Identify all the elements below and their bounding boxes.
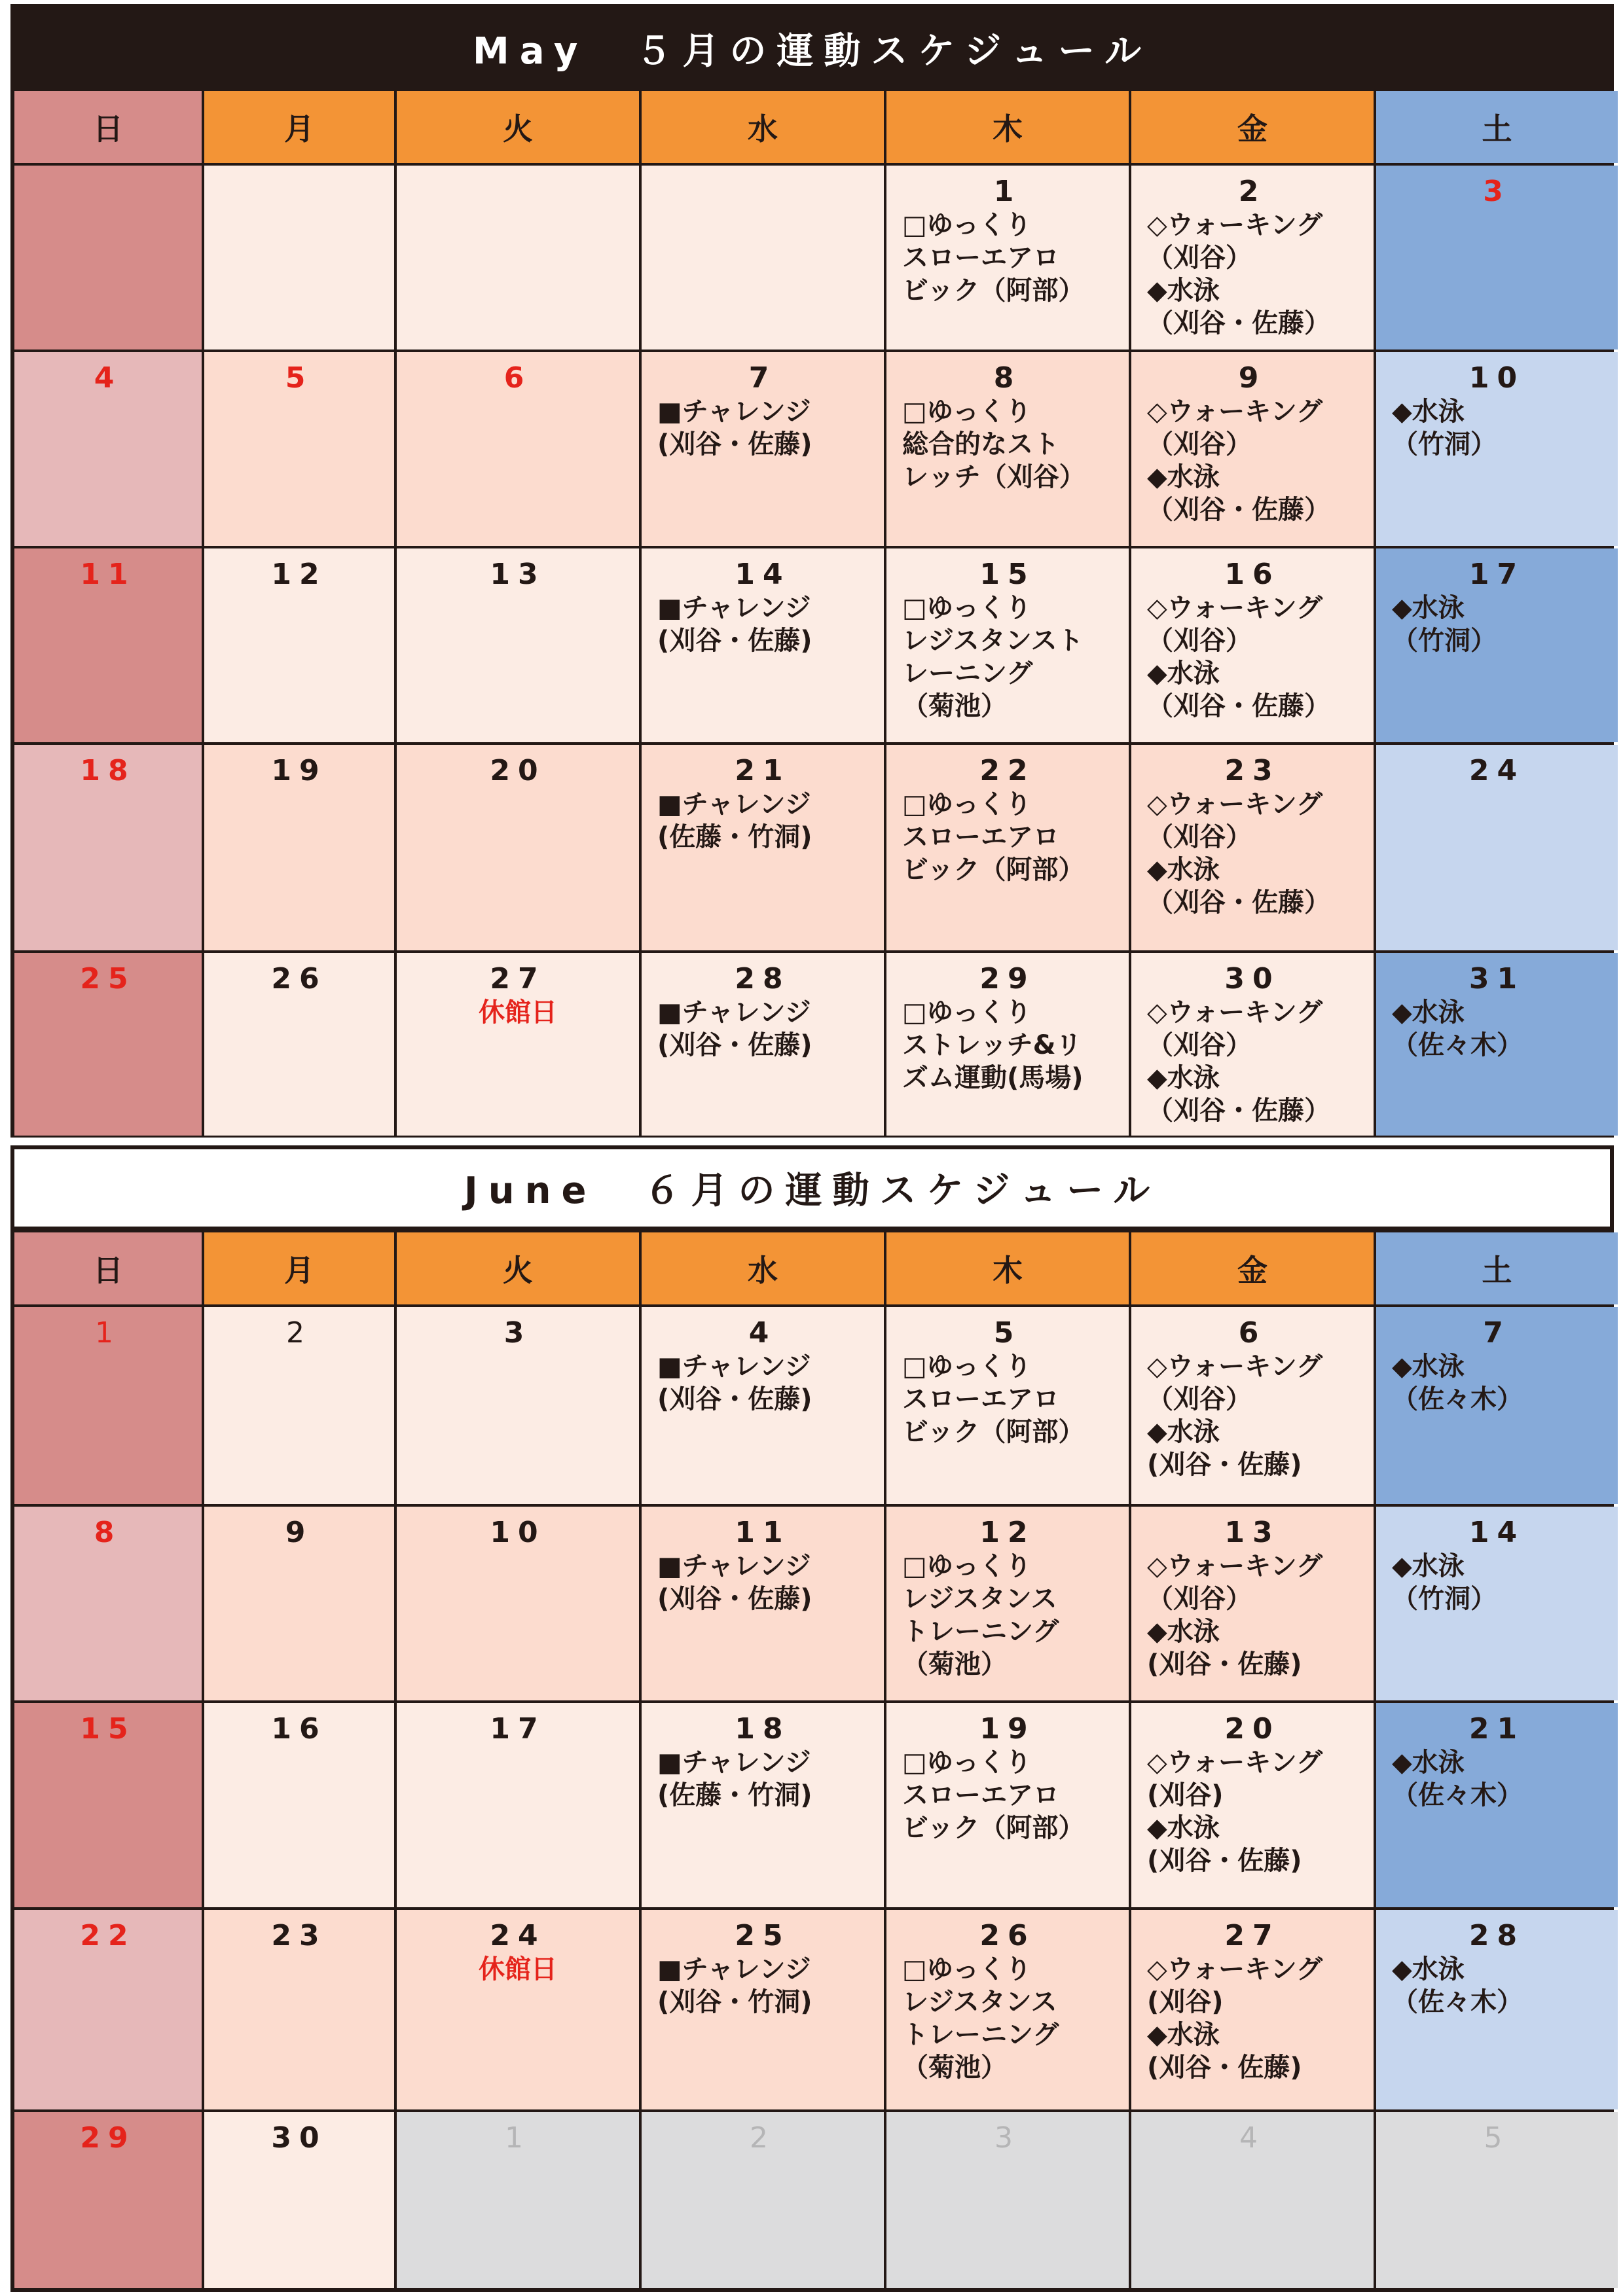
day-cell <box>1376 1507 1618 1700</box>
event-line: (佐藤・竹洞) <box>657 1780 812 1810</box>
weekday-header: 水 <box>642 91 884 163</box>
event-line: ビック（阿部） <box>902 1417 1085 1447</box>
weekday-header: 月 <box>204 1232 394 1304</box>
event-line: ビック（阿部） <box>902 276 1085 306</box>
day-cell <box>1376 1703 1618 1907</box>
day-cell <box>1131 548 1374 742</box>
event-line: □ゆっくり <box>902 997 1032 1028</box>
event-line: ◆水泳 <box>1147 658 1220 689</box>
day-number: 22 <box>979 754 1036 787</box>
weekday-header: 日 <box>14 1232 202 1304</box>
event-line: (刈谷・佐藤) <box>1147 1450 1302 1480</box>
day-number: 1 <box>95 1316 121 1350</box>
event-line: ◆水泳 <box>1392 997 1465 1028</box>
day-number: 26 <box>979 1919 1036 1952</box>
day-cell <box>1131 745 1374 950</box>
day-cell <box>204 2112 394 2288</box>
day-number: 23 <box>1224 754 1281 787</box>
event-line: (刈谷・佐藤) <box>657 1030 812 1060</box>
event-line: （刈谷） <box>1147 822 1252 852</box>
day-number: 6 <box>503 361 532 395</box>
weekday-header: 火 <box>397 91 639 163</box>
day-cell <box>1131 352 1374 546</box>
day-cell <box>886 745 1129 950</box>
event-line: ◆水泳 <box>1392 1954 1465 1984</box>
day-cell <box>14 1507 202 1700</box>
event-line: (刈谷) <box>1147 1987 1224 2017</box>
day-number: 4 <box>94 361 122 395</box>
event-line: ■チャレンジ <box>657 789 811 819</box>
day-cell <box>642 1703 884 1907</box>
event-line: (刈谷・佐藤) <box>1147 1846 1302 1876</box>
day-cell <box>886 548 1129 742</box>
day-cell <box>1376 1307 1618 1504</box>
day-number: 3 <box>994 2121 1021 2155</box>
may-grid <box>14 88 1610 1134</box>
day-number: 9 <box>285 1516 314 1549</box>
day-cell <box>886 953 1129 1136</box>
event-line: （刈谷・佐藤） <box>1147 691 1330 721</box>
event-line: □ゆっくり <box>902 1551 1032 1581</box>
event-line: （竹洞） <box>1392 1584 1497 1614</box>
event-line: （刈谷・佐藤） <box>1147 308 1330 338</box>
event-line: （刈谷） <box>1147 1030 1252 1060</box>
june-title: June ６月の運動スケジュール <box>14 1149 1610 1230</box>
day-cell <box>14 2112 202 2288</box>
day-cell <box>886 1307 1129 1504</box>
day-number: 28 <box>1468 1919 1525 1952</box>
day-number: 25 <box>735 1919 791 1952</box>
day-cell <box>886 1910 1129 2109</box>
event-line: （刈谷） <box>1147 243 1252 273</box>
day-cell <box>1376 352 1618 546</box>
day-cell <box>14 1910 202 2109</box>
day-cell <box>397 1507 639 1700</box>
day-cell <box>204 352 394 546</box>
event-line: ◆水泳 <box>1392 593 1465 623</box>
event-line: □ゆっくり <box>902 210 1032 240</box>
day-cell <box>204 953 394 1136</box>
event-line: ビック（阿部） <box>902 855 1085 885</box>
event-line: ◆水泳 <box>1147 855 1220 885</box>
day-number: 8 <box>94 1516 122 1549</box>
day-number: 10 <box>490 1516 546 1549</box>
day-number: 24 <box>490 1919 546 1952</box>
day-cell <box>397 166 639 350</box>
day-number: 16 <box>271 1712 327 1746</box>
day-cell <box>204 166 394 350</box>
day-number: 11 <box>80 558 136 591</box>
day-number: 3 <box>503 1316 532 1350</box>
day-number: 5 <box>1484 2121 1510 2155</box>
day-cell <box>397 953 639 1136</box>
day-number: 1 <box>993 175 1022 208</box>
event-line: （刈谷） <box>1147 1384 1252 1414</box>
day-number: 30 <box>1224 962 1281 996</box>
event-line: 総合的なスト <box>902 429 1059 459</box>
day-number: 26 <box>271 962 327 996</box>
event-line: ◆水泳 <box>1147 462 1220 492</box>
event-line: （菊池） <box>902 1649 1007 1679</box>
day-number: 4 <box>748 1316 777 1350</box>
event-line: （刈谷） <box>1147 1584 1252 1614</box>
day-cell <box>642 548 884 742</box>
day-number: 12 <box>271 558 327 591</box>
event-line: ■チャレンジ <box>657 1551 811 1581</box>
event-line: ◆水泳 <box>1392 1748 1465 1778</box>
day-number: 20 <box>490 754 546 787</box>
event-line: ◆水泳 <box>1147 1063 1220 1093</box>
event-line: ◆水泳 <box>1392 1352 1465 1382</box>
event-line: □ゆっくり <box>902 1352 1032 1382</box>
event-line: ◆水泳 <box>1392 397 1465 427</box>
day-number: 29 <box>979 962 1036 996</box>
event-line: (刈谷・佐藤) <box>1147 1649 1302 1679</box>
day-cell <box>642 166 884 350</box>
event-line: （菊池） <box>902 691 1007 721</box>
event-line: (刈谷・佐藤) <box>1147 2053 1302 2083</box>
day-number: 25 <box>80 962 136 996</box>
day-cell <box>1131 1703 1374 1907</box>
event-line: ◆水泳 <box>1147 276 1220 306</box>
event-line: （佐々木） <box>1392 1030 1523 1060</box>
day-number: 16 <box>1224 558 1281 591</box>
day-cell <box>397 745 639 950</box>
event-line: （佐々木） <box>1392 1384 1523 1414</box>
day-number: 14 <box>1468 1516 1525 1549</box>
day-cell <box>886 352 1129 546</box>
event-line: （佐々木） <box>1392 1987 1523 2017</box>
event-line: （刈谷・佐藤） <box>1147 495 1330 525</box>
day-cell <box>642 1507 884 1700</box>
day-cell <box>642 1307 884 1504</box>
event-line: ◇ウォーキング <box>1147 1954 1322 1984</box>
day-cell <box>397 352 639 546</box>
weekday-header: 土 <box>1376 91 1618 163</box>
day-cell <box>204 1307 394 1504</box>
day-cell <box>14 548 202 742</box>
day-number: 11 <box>735 1516 791 1549</box>
event-line: （刈谷・佐藤） <box>1147 888 1330 918</box>
day-number: 19 <box>271 754 327 787</box>
day-number: 21 <box>735 754 791 787</box>
day-number: 31 <box>1468 962 1525 996</box>
day-cell <box>204 1507 394 1700</box>
event-line: スローエアロ <box>902 822 1059 852</box>
day-cell <box>397 548 639 742</box>
day-cell <box>204 548 394 742</box>
event-line: ■チャレンジ <box>657 397 811 427</box>
day-number: 2 <box>1238 175 1267 208</box>
event-line: （刈谷・佐藤） <box>1147 1096 1330 1126</box>
day-number: 7 <box>1483 1316 1511 1350</box>
event-line: (刈谷) <box>1147 1780 1224 1810</box>
day-cell <box>886 2112 1129 2288</box>
day-cell <box>642 2112 884 2288</box>
event-line: （竹洞） <box>1392 429 1497 459</box>
day-number: 13 <box>1224 1516 1281 1549</box>
june-grid <box>14 1230 1610 2288</box>
weekday-header: 土 <box>1376 1232 1618 1304</box>
event-line: ◇ウォーキング <box>1147 1748 1322 1778</box>
event-line: ■チャレンジ <box>657 1954 811 1984</box>
event-line: ビック（阿部） <box>902 1813 1085 1843</box>
may-title: May ５月の運動スケジュール <box>14 8 1610 88</box>
event-line: ◇ウォーキング <box>1147 997 1322 1028</box>
day-number: 8 <box>993 361 1022 395</box>
day-cell <box>204 1703 394 1907</box>
event-line: スローエアロ <box>902 1384 1059 1414</box>
event-line: トレーニング <box>902 1617 1059 1647</box>
day-cell <box>1376 2112 1618 2288</box>
event-line: □ゆっくり <box>902 593 1032 623</box>
day-cell <box>397 1910 639 2109</box>
event-line: ■チャレンジ <box>657 1352 811 1382</box>
weekday-header: 木 <box>886 1232 1129 1304</box>
event-line: （菊池） <box>902 2053 1007 2083</box>
day-number: 9 <box>1238 361 1267 395</box>
may-calendar <box>10 4 1614 1138</box>
event-line: ■チャレンジ <box>657 997 811 1028</box>
day-number: 3 <box>1483 175 1511 208</box>
june-calendar <box>10 1145 1614 2292</box>
day-cell <box>204 1910 394 2109</box>
event-line: ◇ウォーキング <box>1147 1352 1322 1382</box>
day-number: 27 <box>490 962 546 996</box>
day-cell <box>1131 953 1374 1136</box>
day-cell <box>642 953 884 1136</box>
event-line: ズム運動(馬場) <box>902 1063 1084 1093</box>
event-line: ◆水泳 <box>1392 1551 1465 1581</box>
event-line: レーニング <box>902 658 1033 689</box>
closed-day-label: 休館日 <box>479 997 557 1028</box>
day-cell <box>14 1307 202 1504</box>
day-cell <box>886 166 1129 350</box>
day-cell <box>397 2112 639 2288</box>
event-line: （竹洞） <box>1392 626 1497 656</box>
day-cell <box>1131 1507 1374 1700</box>
event-line: (佐藤・竹洞) <box>657 822 812 852</box>
day-number: 24 <box>1468 754 1525 787</box>
day-cell <box>1131 1307 1374 1504</box>
day-number: 14 <box>735 558 791 591</box>
day-number: 17 <box>1468 558 1525 591</box>
day-cell <box>1376 953 1618 1136</box>
day-number: 13 <box>490 558 546 591</box>
day-number: 12 <box>979 1516 1036 1549</box>
day-cell <box>204 745 394 950</box>
day-cell <box>1131 1910 1374 2109</box>
day-number: 15 <box>979 558 1036 591</box>
day-cell <box>1376 166 1618 350</box>
day-cell <box>1376 745 1618 950</box>
event-line: ◆水泳 <box>1147 1617 1220 1647</box>
day-number: 21 <box>1468 1712 1525 1746</box>
weekday-header: 木 <box>886 91 1129 163</box>
day-number: 28 <box>735 962 791 996</box>
event-line: (刈谷・佐藤) <box>657 626 812 656</box>
day-number: 29 <box>80 2121 136 2155</box>
event-line: (刈谷・竹洞) <box>657 1987 812 2017</box>
event-line: ◆水泳 <box>1147 1417 1220 1447</box>
event-line: ◆水泳 <box>1147 2020 1220 2050</box>
day-number: 1 <box>505 2121 531 2155</box>
day-number: 19 <box>979 1712 1036 1746</box>
day-cell <box>14 745 202 950</box>
day-number: 15 <box>80 1712 136 1746</box>
event-line: レジスタンス <box>902 1584 1057 1614</box>
closed-day-label: 休館日 <box>479 1954 557 1984</box>
day-cell <box>397 1307 639 1504</box>
day-number: 2 <box>286 1316 312 1350</box>
day-number: 22 <box>80 1919 136 1952</box>
day-number: 7 <box>748 361 777 395</box>
day-number: 17 <box>490 1712 546 1746</box>
weekday-header: 金 <box>1131 1232 1374 1304</box>
day-cell <box>642 1910 884 2109</box>
event-line: ■チャレンジ <box>657 1748 811 1778</box>
weekday-header: 月 <box>204 91 394 163</box>
day-cell <box>642 352 884 546</box>
event-line: （刈谷） <box>1147 429 1252 459</box>
event-line: ◇ウォーキング <box>1147 1551 1322 1581</box>
event-line: ■チャレンジ <box>657 593 811 623</box>
event-line: トレーニング <box>902 2020 1059 2050</box>
event-line: レジスタンスト <box>902 626 1084 656</box>
day-number: 20 <box>1224 1712 1281 1746</box>
day-number: 18 <box>735 1712 791 1746</box>
event-line: スローエアロ <box>902 1780 1059 1810</box>
event-line: ストレッチ&リ <box>902 1030 1082 1060</box>
event-line: (刈谷・佐藤) <box>657 1384 812 1414</box>
event-line: □ゆっくり <box>902 1954 1032 1984</box>
day-cell <box>397 1703 639 1907</box>
day-cell <box>1376 548 1618 742</box>
day-number: 6 <box>1238 1316 1267 1350</box>
event-line: レジスタンス <box>902 1987 1057 2017</box>
event-line: （佐々木） <box>1392 1780 1523 1810</box>
day-number: 27 <box>1224 1919 1281 1952</box>
weekday-header: 金 <box>1131 91 1374 163</box>
event-line: （刈谷） <box>1147 626 1252 656</box>
day-number: 5 <box>285 361 314 395</box>
day-cell <box>14 1703 202 1907</box>
weekday-header: 水 <box>642 1232 884 1304</box>
day-number: 10 <box>1468 361 1525 395</box>
day-cell <box>1376 1910 1618 2109</box>
day-number: 30 <box>271 2121 327 2155</box>
day-number: 23 <box>271 1919 327 1952</box>
day-cell <box>886 1703 1129 1907</box>
day-cell <box>1131 166 1374 350</box>
day-number: 18 <box>80 754 136 787</box>
event-line: レッチ（刈谷） <box>902 462 1085 492</box>
event-line: □ゆっくり <box>902 397 1032 427</box>
event-line: □ゆっくり <box>902 1748 1032 1778</box>
weekday-header: 日 <box>14 91 202 163</box>
day-cell <box>642 745 884 950</box>
event-line: (刈谷・佐藤) <box>657 1584 812 1614</box>
weekday-header: 火 <box>397 1232 639 1304</box>
event-line: スローエアロ <box>902 243 1059 273</box>
day-cell <box>14 953 202 1136</box>
day-number: 5 <box>993 1316 1022 1350</box>
day-cell <box>886 1507 1129 1700</box>
day-cell <box>14 352 202 546</box>
event-line: ◇ウォーキング <box>1147 210 1322 240</box>
day-cell <box>1131 2112 1374 2288</box>
event-line: ◇ウォーキング <box>1147 593 1322 623</box>
event-line: ◇ウォーキング <box>1147 789 1322 819</box>
event-line: ◆水泳 <box>1147 1813 1220 1843</box>
event-line: □ゆっくり <box>902 789 1032 819</box>
day-cell <box>14 166 202 350</box>
event-line: ◇ウォーキング <box>1147 397 1322 427</box>
day-number: 4 <box>1239 2121 1266 2155</box>
day-number: 2 <box>750 2121 776 2155</box>
event-line: (刈谷・佐藤) <box>657 429 812 459</box>
